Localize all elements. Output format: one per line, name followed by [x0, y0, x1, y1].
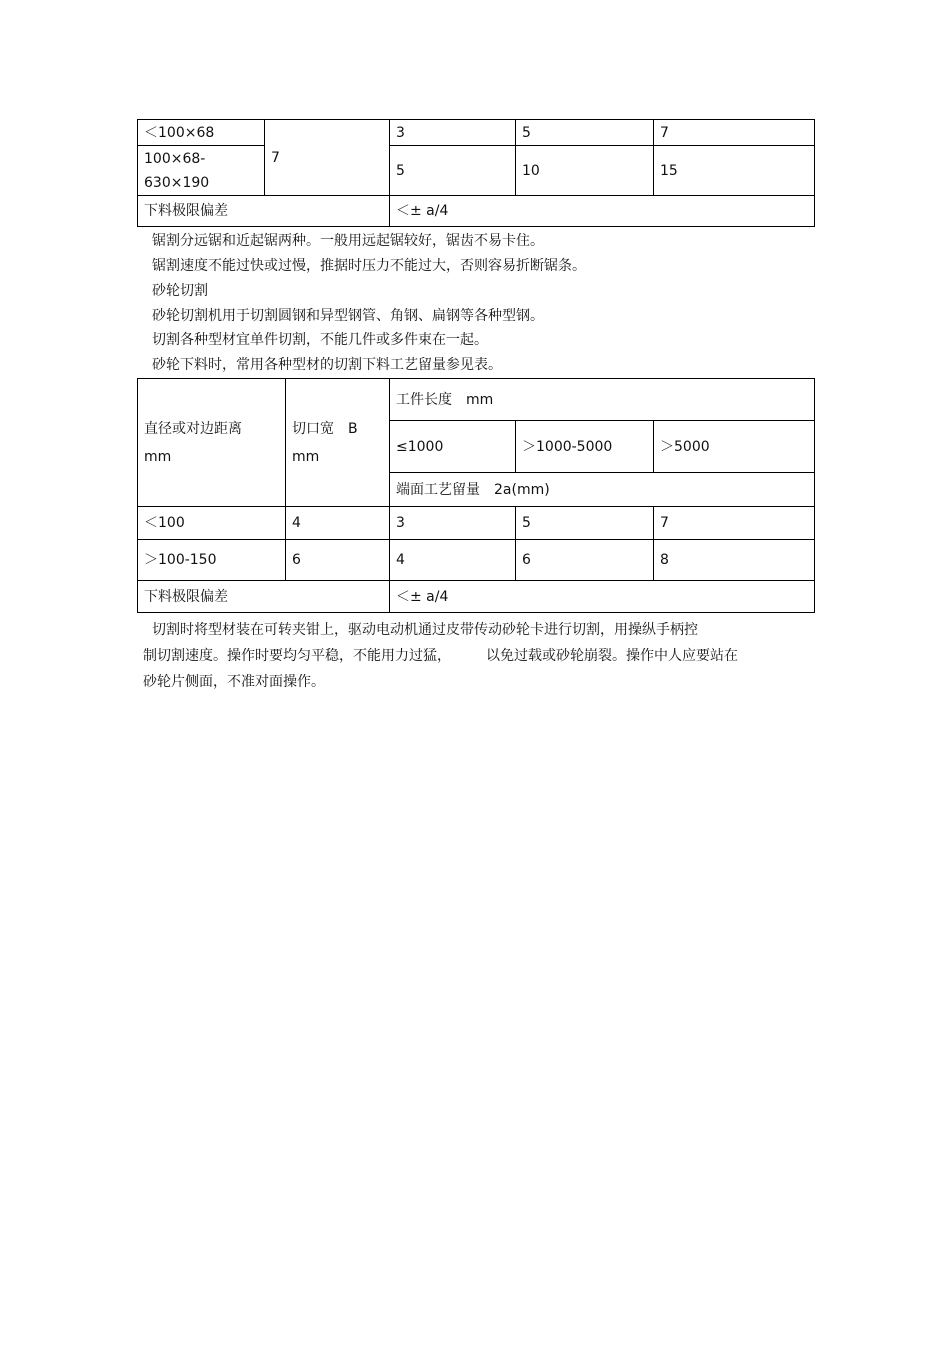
header-diameter-unit: mm	[144, 448, 172, 465]
paragraph-line: 切割时将型材装在可转夹钳上，驱动电动机通过皮带传动砂轮卡进行切割，用操纵手柄控	[152, 622, 698, 638]
deviation-value: ＜± a/4	[390, 581, 815, 613]
value-cell: 5	[390, 146, 516, 196]
kerf-width-cell: 7	[265, 120, 390, 196]
paragraph: 切割各种型材宜单件切割，不能几件或多件束在一起。	[152, 332, 488, 348]
value-cell: 5	[516, 507, 654, 540]
operation-paragraph	[143, 617, 823, 695]
header-end-allowance: 端面工艺留量 2a(mm)	[390, 473, 815, 507]
table-row	[138, 581, 815, 613]
header-kerf-width	[286, 379, 390, 507]
header-diameter-line1: 直径或对边距离	[144, 420, 242, 437]
deviation-label: 下料极限偏差	[138, 581, 390, 613]
paragraph: 砂轮切割机用于切割圆钢和异型钢管、角钢、扁钢等各种型钢。	[152, 308, 544, 324]
header-length-range: ＞1000-5000	[516, 421, 654, 473]
value-cell: 7	[654, 507, 815, 540]
value-cell: 10	[516, 146, 654, 196]
size-cell: ＜100	[138, 507, 286, 540]
value-cell: 8	[654, 540, 815, 581]
section-heading: 砂轮切割	[152, 283, 208, 299]
table-row	[138, 120, 815, 146]
header-workpiece-length: 工件长度 mm	[390, 379, 815, 421]
value-cell: 3	[390, 507, 516, 540]
table-header-row	[138, 379, 815, 421]
value-cell: 6	[516, 540, 654, 581]
header-diameter	[138, 379, 286, 507]
paragraph-line: 制切割速度。操作时要均匀平稳，不能用力过猛， 以免过载或砂轮崩裂。操作中人应要站在	[143, 648, 738, 664]
table-row	[138, 507, 815, 540]
grinding-wheel-allowance-table	[137, 378, 815, 613]
table-row	[138, 146, 815, 196]
paragraph-line: 砂轮片侧面，不准对面操作。	[143, 674, 325, 690]
value-cell: 3	[390, 120, 516, 146]
header-kerf-width-unit: mm	[292, 448, 320, 465]
value-cell: 7	[654, 120, 815, 146]
paragraph: 砂轮下料时，常用各种型材的切割下料工艺留量参见表。	[152, 357, 502, 373]
cutting-allowance-table-continued	[137, 119, 815, 227]
paragraph: 锯割分远锯和近起锯两种。一般用远起锯较好，锯齿不易卡住。	[152, 233, 544, 249]
header-length-range: ≤1000	[390, 421, 516, 473]
value-cell: 15	[654, 146, 815, 196]
header-kerf-width-line1: 切口宽 B	[292, 420, 358, 437]
size-cell: ＜100×68	[138, 120, 265, 146]
value-cell: 4	[390, 540, 516, 581]
value-cell: 5	[516, 120, 654, 146]
header-length-range: ＞5000	[654, 421, 815, 473]
deviation-label: 下料极限偏差	[138, 196, 390, 227]
size-cell: 100×68-630×190	[138, 146, 265, 196]
paragraph: 锯割速度不能过快或过慢，推据时压力不能过大，否则容易折断锯条。	[152, 258, 586, 274]
kerf-width-cell: 4	[286, 507, 390, 540]
table-row	[138, 196, 815, 227]
kerf-width-cell: 6	[286, 540, 390, 581]
table-row	[138, 540, 815, 581]
deviation-value: ＜± a/4	[390, 196, 815, 227]
size-cell: ＞100-150	[138, 540, 286, 581]
